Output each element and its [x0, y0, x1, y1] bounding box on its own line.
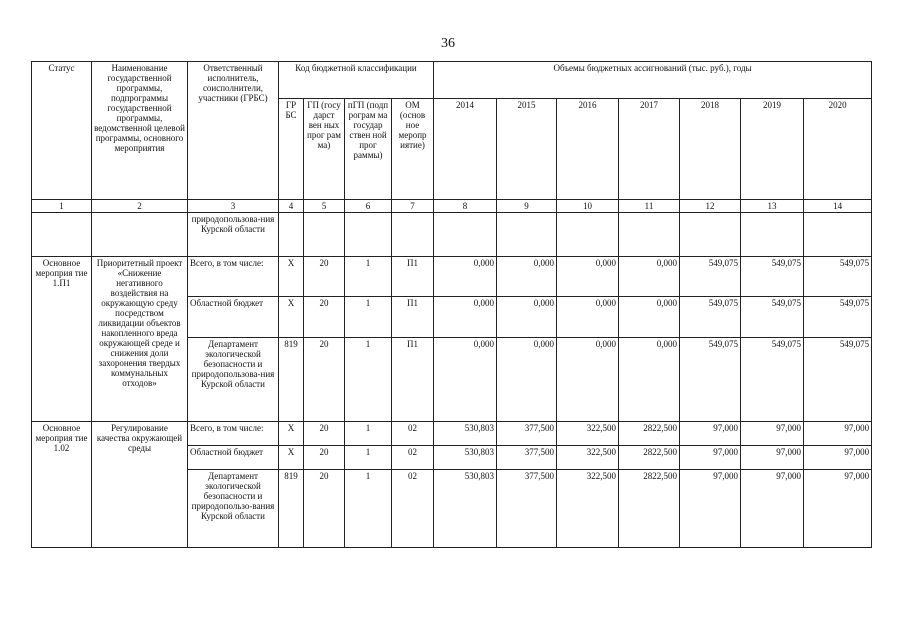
- value-cell: 322,500: [557, 422, 619, 446]
- value-cell: 97,000: [741, 446, 804, 470]
- column-number: 14: [804, 200, 872, 213]
- column-number: 2: [92, 200, 188, 213]
- value-cell: 0,000: [619, 297, 680, 338]
- value-cell: 322,500: [557, 470, 619, 548]
- pgp-cell: 1: [345, 446, 392, 470]
- column-number: 10: [557, 200, 619, 213]
- value-cell: 97,000: [804, 422, 872, 446]
- value-cell: 2822,500: [619, 446, 680, 470]
- value-cell: 0,000: [497, 257, 557, 297]
- pgp-cell: 1: [345, 297, 392, 338]
- value-cell: 0,000: [434, 338, 497, 422]
- gp-cell: 20: [304, 338, 345, 422]
- value-cell: 0,000: [434, 257, 497, 297]
- value-cell: 377,500: [497, 470, 557, 548]
- value-cell: 0,000: [497, 297, 557, 338]
- table-cell: [92, 213, 188, 257]
- om-cell: 02: [392, 446, 434, 470]
- om-cell: 02: [392, 470, 434, 548]
- value-cell: 549,075: [741, 338, 804, 422]
- grbs-cell: X: [279, 422, 304, 446]
- header-grbs: ГР БС: [279, 99, 304, 200]
- header-year: 2016: [557, 99, 619, 200]
- responsible-cell: Департамент экологической безопасности и природопользова-ния Курской области: [188, 338, 279, 422]
- pgp-cell: 1: [345, 257, 392, 297]
- table-cell: [32, 213, 92, 257]
- column-number: 9: [497, 200, 557, 213]
- value-cell: 549,075: [741, 257, 804, 297]
- value-cell: 530,803: [434, 446, 497, 470]
- value-cell: 97,000: [680, 470, 741, 548]
- grbs-cell: 819: [279, 470, 304, 548]
- measure-name-cell: Приоритетный проект «Снижение негативного воздействия на окружающую среду посредством ликвидации объектов накопленного вреда окружающей среде и снижения доли захоронения твердых коммунальных отходов»: [92, 257, 188, 422]
- header-om: ОМ (основ ное меропр иятие): [392, 99, 434, 200]
- status-cell: Основное мероприя тие 1.02: [32, 422, 92, 548]
- responsible-cell: Всего, в том числе:: [188, 422, 279, 446]
- header-year: 2015: [497, 99, 557, 200]
- page-number: 36: [441, 36, 455, 51]
- gp-cell: 20: [304, 470, 345, 548]
- value-cell: 549,075: [680, 257, 741, 297]
- column-number: 12: [680, 200, 741, 213]
- om-cell: П1: [392, 257, 434, 297]
- grbs-cell: X: [279, 297, 304, 338]
- value-cell: 0,000: [557, 338, 619, 422]
- value-cell: 0,000: [434, 297, 497, 338]
- header-year: 2014: [434, 99, 497, 200]
- header-responsible: Ответственный исполнитель, соисполнители, участники (ГРБС): [188, 62, 279, 200]
- table-row: [32, 257, 872, 297]
- om-cell: П1: [392, 338, 434, 422]
- responsible-cell: Областной бюджет: [188, 446, 279, 470]
- column-number: 1: [32, 200, 92, 213]
- column-number: 13: [741, 200, 804, 213]
- grbs-cell: 819: [279, 338, 304, 422]
- responsible-cell: Департамент экологической безопасности и природопользо-вания Курской области: [188, 470, 279, 548]
- value-cell: 0,000: [557, 297, 619, 338]
- om-cell: П1: [392, 297, 434, 338]
- gp-cell: 20: [304, 422, 345, 446]
- pgp-cell: 1: [345, 338, 392, 422]
- value-cell: 322,500: [557, 446, 619, 470]
- value-cell: 97,000: [741, 422, 804, 446]
- pgp-cell: 1: [345, 470, 392, 548]
- om-cell: 02: [392, 422, 434, 446]
- header-pgp: пГП (подп рограм ма государ ствен ной прог раммы): [345, 99, 392, 200]
- value-cell: 0,000: [619, 257, 680, 297]
- value-cell: 2822,500: [619, 470, 680, 548]
- measure-name-cell: Регулирование качества окружающей среды: [92, 422, 188, 548]
- value-cell: 530,803: [434, 470, 497, 548]
- header-year: 2020: [804, 99, 872, 200]
- gp-cell: 20: [304, 257, 345, 297]
- header-year: 2017: [619, 99, 680, 200]
- header-year: 2018: [680, 99, 741, 200]
- column-number: 6: [345, 200, 392, 213]
- responsible-cell: природопользова-ния Курской области: [188, 213, 279, 257]
- column-number: 11: [619, 200, 680, 213]
- value-cell: 97,000: [804, 446, 872, 470]
- value-cell: 97,000: [680, 422, 741, 446]
- header-volumes: Объемы бюджетных ассигнований (тыс. руб.), годы: [434, 62, 872, 99]
- value-cell: 549,075: [680, 338, 741, 422]
- value-cell: 549,075: [804, 338, 872, 422]
- responsible-cell: Всего, в том числе:: [188, 257, 279, 297]
- value-cell: 97,000: [804, 470, 872, 548]
- value-cell: 377,500: [497, 422, 557, 446]
- responsible-cell: Областной бюджет: [188, 297, 279, 338]
- value-cell: 377,500: [497, 446, 557, 470]
- gp-cell: 20: [304, 297, 345, 338]
- header-budget-code: Код бюджетной классификации: [279, 62, 434, 99]
- value-cell: 0,000: [497, 338, 557, 422]
- value-cell: 0,000: [619, 338, 680, 422]
- header-gp: ГП (госу дарст вен ных прог рам ма): [304, 99, 345, 200]
- column-number: 8: [434, 200, 497, 213]
- header-year: 2019: [741, 99, 804, 200]
- value-cell: 549,075: [804, 297, 872, 338]
- value-cell: 549,075: [680, 297, 741, 338]
- column-number: 3: [188, 200, 279, 213]
- column-number: 5: [304, 200, 345, 213]
- budget-table: [31, 61, 872, 548]
- pgp-cell: 1: [345, 422, 392, 446]
- value-cell: 97,000: [680, 446, 741, 470]
- grbs-cell: X: [279, 446, 304, 470]
- value-cell: 549,075: [804, 257, 872, 297]
- value-cell: 549,075: [741, 297, 804, 338]
- header-status: Статус: [32, 62, 92, 200]
- status-cell: Основное мероприя тие 1.П1: [32, 257, 92, 422]
- value-cell: 97,000: [741, 470, 804, 548]
- table-row: [32, 422, 872, 446]
- column-number: 7: [392, 200, 434, 213]
- header-name: Наименование государственной программы, подпрограммы государственной программы, ведомственной целевой программы, основного мероприятия: [92, 62, 188, 200]
- column-number: 4: [279, 200, 304, 213]
- continuation-row: [32, 213, 872, 257]
- value-cell: 2822,500: [619, 422, 680, 446]
- header-row-top: [32, 62, 872, 99]
- value-cell: 530,803: [434, 422, 497, 446]
- column-numbers-row: [32, 200, 872, 213]
- value-cell: 0,000: [557, 257, 619, 297]
- grbs-cell: X: [279, 257, 304, 297]
- gp-cell: 20: [304, 446, 345, 470]
